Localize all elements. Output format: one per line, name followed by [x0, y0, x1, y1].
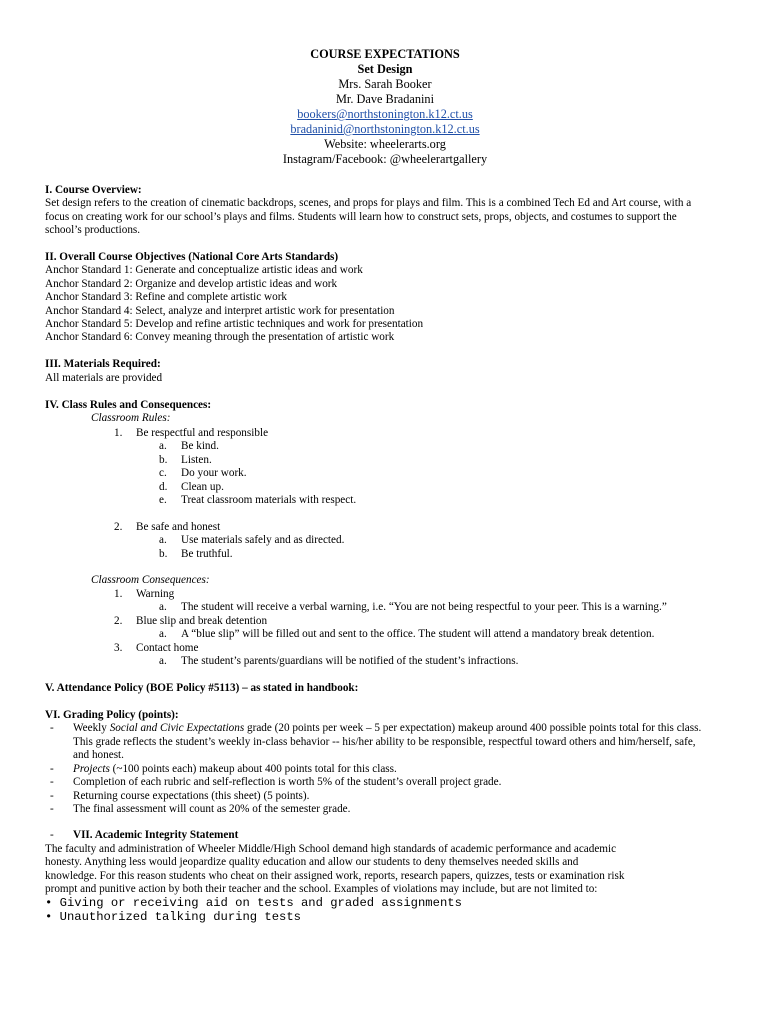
list-dash: - — [50, 790, 54, 802]
grading-item: Returning course expectations (this sheet) (5 points). — [73, 790, 310, 802]
integrity-violation-item: • Unauthorized talking during tests — [45, 910, 301, 924]
section-objectives-heading: II. Overall Course Objectives (National Core Arts Standards) — [45, 251, 339, 263]
sub-rule-text: Treat classroom materials with respect. — [181, 494, 357, 506]
section-rules-heading: IV. Class Rules and Consequences: — [45, 399, 212, 411]
overview-line: focus on creating work for our school’s plays and films. Students will learn how to construct sets, props, objects, and costumes to support the — [45, 211, 677, 223]
objective-item: Anchor Standard 4: Select, analyze and interpret artistic work for presentation — [45, 305, 395, 317]
consequence-text: Blue slip and break detention — [136, 615, 268, 627]
classroom-rules-label: Classroom Rules: — [91, 412, 171, 424]
rule-number: 2. — [114, 521, 123, 533]
overview-line: school’s productions. — [45, 224, 141, 236]
sub-rule-text: Listen. — [181, 454, 212, 466]
consequence-number: 1. — [114, 588, 123, 600]
materials-text: All materials are provided — [45, 372, 163, 384]
integrity-line: honesty. Anything less would jeopardize quality education and allow our students to deny themselves needed skills and — [45, 856, 579, 868]
objective-item: Anchor Standard 5: Develop and refine artistic techniques and work for presentation — [45, 318, 424, 330]
consequence-sub-letter: a. — [159, 655, 167, 667]
sub-rule-text: Use materials safely and as directed. — [181, 534, 345, 546]
objective-item: Anchor Standard 6: Convey meaning through the presentation of artistic work — [45, 331, 395, 343]
consequence-number: 2. — [114, 615, 123, 627]
consequence-sub-text: A “blue slip” will be filled out and sent to the office. The student will attend a mandatory break detention. — [181, 628, 655, 640]
grading-item: Projects (~100 points each) makeup about 400 points total for this class. — [73, 763, 397, 775]
list-dash: - — [50, 803, 54, 815]
sub-rule-text: Clean up. — [181, 481, 224, 493]
rule-text: Be safe and honest — [136, 521, 221, 533]
consequence-text: Contact home — [136, 642, 199, 654]
grading-item: The final assessment will count as 20% of the semester grade. — [73, 803, 351, 815]
overview-line: Set design refers to the creation of cinematic backdrops, scenes, and props for plays and film. This is a combined Tech Ed and Art course, with a — [45, 197, 692, 209]
integrity-line: prompt and punitive action by both their teacher and the school. Examples of violations may include, but are not limited to: — [45, 883, 598, 895]
consequence-sub-text: The student’s parents/guardians will be notified of the student’s infractions. — [181, 655, 519, 667]
integrity-violation-item: • Giving or receiving aid on tests and graded assignments — [45, 896, 462, 910]
sub-rule-text: Be truthful. — [181, 548, 233, 560]
integrity-line: The faculty and administration of Wheeler Middle/High School demand high standards of academic performance and academic — [45, 843, 617, 855]
classroom-consequences-label: Classroom Consequences: — [91, 574, 210, 586]
grading-item: Weekly Social and Civic Expectations grade (20 points per week – 5 per expectation) makeup around 400 possible points total for this class. — [73, 722, 702, 734]
sub-rule-text: Be kind. — [181, 440, 219, 452]
consequence-sub-text: The student will receive a verbal warning, i.e. “You are not being respectful to your peer. This is a warning.” — [181, 601, 667, 613]
consequence-sub-letter: a. — [159, 628, 167, 640]
grading-item: Completion of each rubric and self-reflection is worth 5% of the student’s overall project grade. — [73, 776, 502, 788]
consequence-text: Warning — [136, 588, 175, 600]
objective-item: Anchor Standard 1: Generate and conceptualize artistic ideas and work — [45, 264, 363, 276]
teacher-name-1: Mrs. Sarah Booker — [338, 77, 432, 91]
sub-rule-letter: d. — [159, 481, 168, 493]
course-subtitle: Set Design — [357, 62, 413, 76]
list-dash: - — [50, 776, 54, 788]
sub-rule-text: Do your work. — [181, 467, 247, 479]
list-dash: - — [50, 829, 54, 841]
integrity-line: knowledge. For this reason students who cheat on their assigned work, reports, research papers, quizzes, tests or examination risk — [45, 870, 625, 882]
consequence-sub-letter: a. — [159, 601, 167, 613]
email-link-bradanini[interactable]: bradaninid@northstonington.k12.ct.us — [290, 122, 480, 136]
website-text: Website: wheelerarts.org — [324, 137, 446, 151]
section-overview-heading: I. Course Overview: — [45, 184, 142, 196]
email-link-booker[interactable]: bookers@northstonington.k12.ct.us — [297, 107, 473, 121]
sub-rule-letter: a. — [159, 534, 167, 546]
grading-item-continuation: and honest. — [73, 749, 124, 761]
social-media-text: Instagram/Facebook: @wheelerartgallery — [282, 152, 488, 166]
section-attendance-heading: V. Attendance Policy (BOE Policy #5113) – as stated in handbook: — [45, 682, 359, 694]
section-integrity-heading: VII. Academic Integrity Statement — [73, 829, 239, 841]
grading-item-continuation: This grade reflects the student’s weekly in-class behavior -- his/her ability to be responsible, respectful toward others and him/herself, safe, — [73, 736, 696, 748]
section-materials-heading: III. Materials Required: — [45, 358, 161, 370]
objective-item: Anchor Standard 2: Organize and develop artistic ideas and work — [45, 278, 338, 290]
rule-text: Be respectful and responsible — [136, 427, 269, 439]
teacher-name-2: Mr. Dave Bradanini — [335, 92, 434, 106]
list-dash: - — [50, 763, 54, 775]
sub-rule-letter: b. — [159, 548, 168, 560]
sub-rule-letter: e. — [159, 494, 167, 506]
page-title: COURSE EXPECTATIONS — [310, 47, 460, 61]
objective-item: Anchor Standard 3: Refine and complete artistic work — [45, 291, 288, 303]
sub-rule-letter: c. — [159, 467, 167, 479]
sub-rule-letter: b. — [159, 454, 168, 466]
sub-rule-letter: a. — [159, 440, 167, 452]
section-grading-heading: VI. Grading Policy (points): — [45, 709, 179, 721]
rule-number: 1. — [114, 427, 123, 439]
consequence-number: 3. — [114, 642, 123, 654]
list-dash: - — [50, 722, 54, 734]
